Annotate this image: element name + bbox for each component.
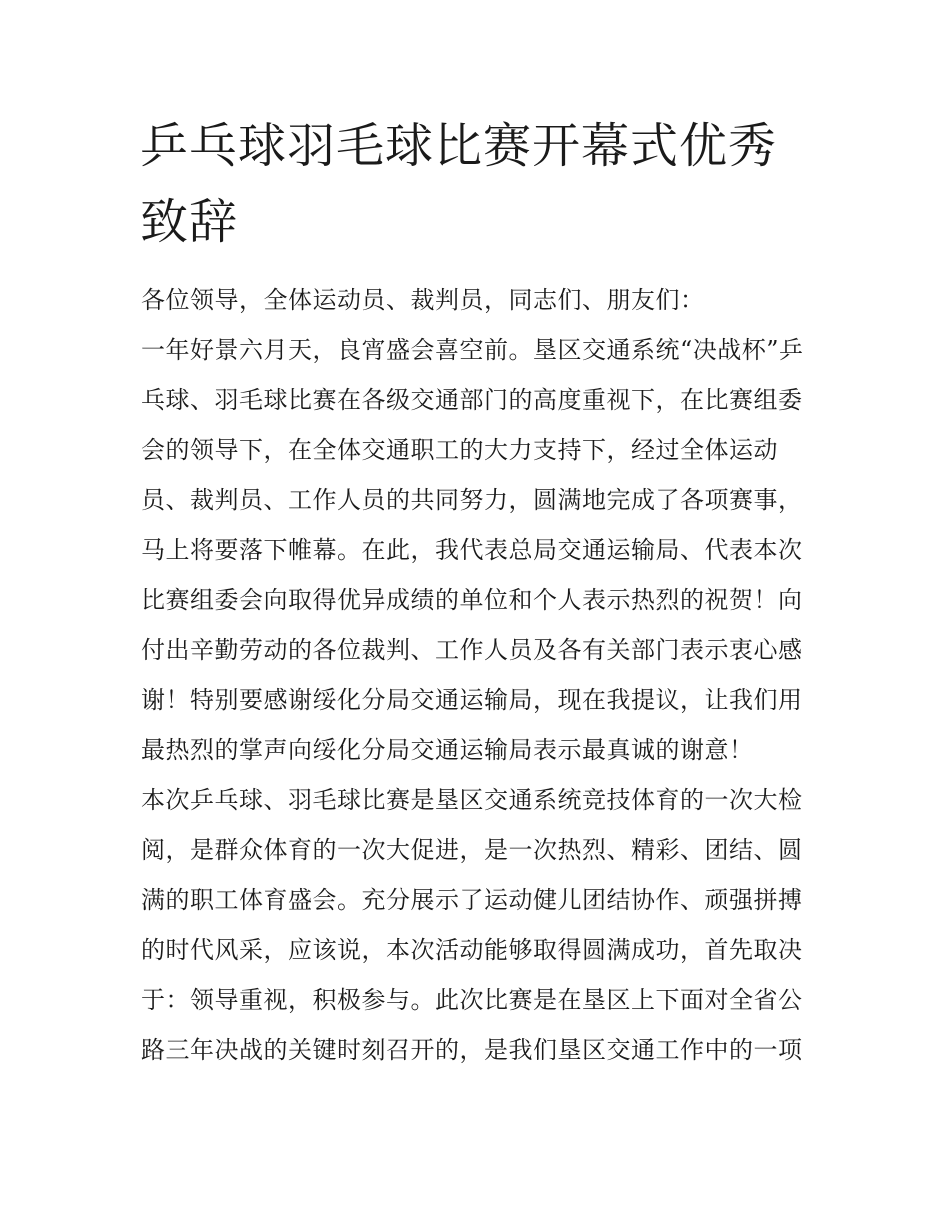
body-line: 阅，是群众体育的一次大促进，是一次热烈、精彩、团结、圆	[141, 836, 803, 864]
body-line: 马上将要落下帷幕。在此，我代表总局交通运输局、代表本次	[141, 536, 803, 564]
title-line-1: 乒乓球羽毛球比赛开幕式优秀	[140, 118, 778, 174]
body-line: 于：领导重视，积极参与。此次比赛是在垦区上下面对全省公	[141, 986, 803, 1014]
salutation-line: 各位领导，全体运动员、裁判员，同志们、朋友们：	[141, 286, 705, 314]
document-title	[140, 108, 820, 260]
body-line: 员、裁判员、工作人员的共同努力，圆满地完成了各项赛事，	[141, 486, 803, 514]
body-line: 路三年决战的关键时刻召开的，是我们垦区交通工作中的一项	[141, 1036, 803, 1064]
body-line: 乓球、羽毛球比赛在各级交通部门的高度重视下，在比赛组委	[141, 386, 803, 414]
body-line: 一年好景六月天，良宵盛会喜空前。垦区交通系统“决战杯”乒	[141, 336, 804, 364]
title-line-2: 致辞	[140, 194, 239, 250]
body-line: 本次乒乓球、羽毛球比赛是垦区交通系统竞技体育的一次大检	[141, 786, 803, 814]
body-line: 会的领导下，在全体交通职工的大力支持下，经过全体运动	[141, 436, 778, 464]
body-line: 付出辛勤劳动的各位裁判、工作人员及各有关部门表示衷心感	[141, 636, 803, 664]
body-line: 的时代风采，应该说，本次活动能够取得圆满成功，首先取决	[141, 936, 803, 964]
body-line: 最热烈的掌声向绥化分局交通运输局表示最真诚的谢意！	[141, 736, 754, 764]
body-line: 比赛组委会向取得优异成绩的单位和个人表示热烈的祝贺！向	[141, 586, 803, 614]
body-line: 满的职工体育盛会。充分展示了运动健儿团结协作、顽强拼搏	[141, 886, 803, 914]
body-line: 谢！特别要感谢绥化分局交通运输局，现在我提议，让我们用	[141, 686, 803, 714]
